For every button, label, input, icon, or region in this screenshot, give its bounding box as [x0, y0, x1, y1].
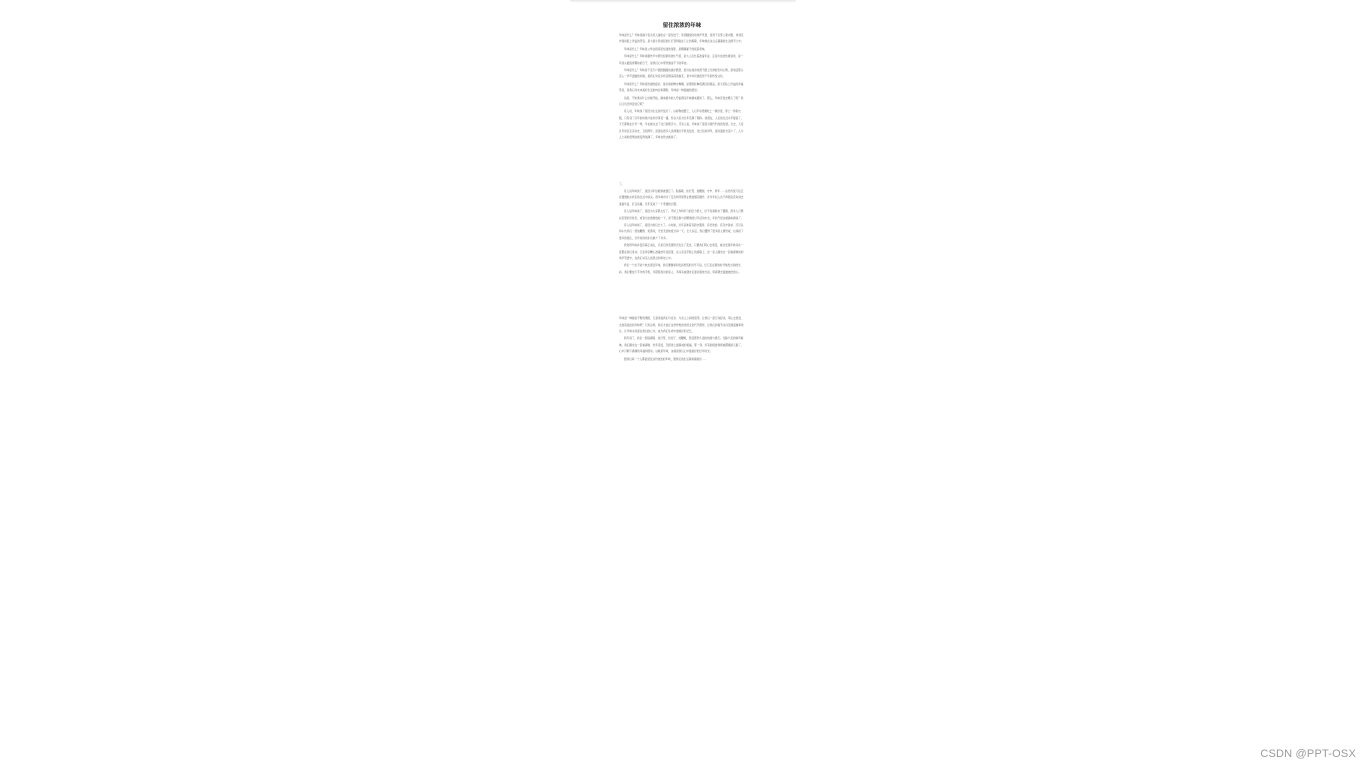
paragraph: 但是，不知道从什么时候开始，越来越多的人开始感叹年味越来越淡了。那么，年味究竟去哪儿了呢？我们又该怎样留住它呢？ [619, 96, 744, 107]
paragraph: 我们一个也不能少地去留住年味，我们要继承和发扬传统的过年习俗，让它们在新的时代焕发出新的光彩。我们要放下手中的手机，多陪陪身边的家人，多和亲戚朋友们面对面地交流，用真情去温暖彼此的心。 [619, 264, 741, 274]
paragraph: 年味是一种割舍不断的情感，它是连接我们与家乡、与亲人之间的纽带。让我们一起行动起来，用心去感受、去创造浓浓的年味吧！只有这样，我们才能让这份珍贵的传统文化代代相传，让我们的春节永远充满温暖和欢乐，让年味永远留在我们的心中，成为我们生命中最美好的记忆。 [619, 317, 744, 333]
page-2 [619, 182, 745, 277]
paragraph: 年味是什么？年味是除夕夜全家人围坐在一起包饺子、吃团圆饭时的欢声笑语，是孩子们穿上新衣服、拿到压岁钱时脸上洋溢的笑容，是大街小巷挂起的红灯笼和贴在门上的春联，年味就在这点点滴滴的生活细节之中。 [619, 34, 744, 44]
toolbar-shadow [570, 0, 796, 3]
watermark: CSDN @PPT-OSX [1260, 748, 1356, 760]
page-1 [619, 33, 745, 142]
paragraph: 新年到了，我们一起贴春联、挂灯笼、包饺子、放鞭炮，感受那份久违的热闹与喜庆。当除夕夜的钟声敲响，我们围坐在一起看春晚、吃年夜饭，互相送上最真诚的祝福，那一刻，所有的疲惫和烦恼都烟消云散了，心中只剩下满满的幸福和感动。这就是年味，这就是我们心中最美好的过年时光。 [619, 337, 744, 354]
paragraph: 了。 [619, 182, 625, 186]
paragraph: 年味是什么？年味是千家万户团团圆圆的美好愿望，是远在他乡的游子踏上归途的急切心情，是电话那头亲人一声声温暖的问候，是我们对家乡和亲情深深的眷恋，是中华民族流传千年的传统文化。 [619, 69, 744, 79]
paragraph: 年味是什么？年味是热闹的庙会，是好看的舞龙舞狮，是逛街时琳琅满目的商品，是大家脸上洋溢的幸福笑容，是我们对未来美好生活的向往和期盼，年味是一种温暖的感觉。 [619, 82, 744, 93]
document-title: 留住浓浓的年味 [662, 23, 702, 29]
paragraph: 年味是什么？年味是父母在厨房里忙碌的身影，是飘满屋子的饭菜香味。 [624, 47, 707, 51]
page-3 [619, 316, 745, 363]
document [619, 22, 745, 364]
paragraph: 有人说，年味淡了是因为生活条件变好了。以前物质匮乏，人们平时很难吃上一顿好饭、穿上一件新衣服，只有到了过年的时候才能好好享受一番，所以大家对过年充满了期待。而现在，人们的生活水平提高了，天天都像在过年一样，年也就失去了往日的吸引力。还有人说，年味淡了是因为现代科技的发展。过去，大家过年时会走亲访友、互相拜年，而现在很多人选择通过手机发信息、发红包来拜年，面对面的交流少了，人与人之间的感情也就变得淡薄了，年味自然也就淡了。 [619, 110, 744, 140]
paragraph: 有人说年味淡了，是因为我们长大了。小时候，过年意味着有新衣服穿、有好吃的、有压岁钱拿，还可以和小伙伴们一起放鞭炮、玩游戏，无忧无虑地度过每一天。长大以后，我们懂得了更多的人情世故，也承担了更多的责任，过年时的快乐也就少了许多。 [619, 223, 744, 240]
paragraph: 有人说年味淡了，是因为大家都太忙了。平时工作和学习的压力很大，好不容易盼来了假期，很多人只想在家里好好休息，或者出去旅游放松一下，而不愿意参与到繁琐的过年活动中去，年的气氛也就越来越淡了。 [619, 210, 744, 220]
paragraph: 年味是什么？年味是爆竹声中辞旧迎新的欢乐气氛，是大人们忙着准备年货、走亲访友的热闹景象，是一年到头最值得期待的日子，是我们心中那份割舍不下的牵挂。 [619, 55, 744, 65]
paragraph: 我觉得年味并没有真正消失，只是它的表现形式发生了变化。只要我们用心去感受，就会发现年味其实一直都在我们身边。它在母亲精心准备的年夜饭里，在父亲亲手贴上的春联上，在一家人围坐在一起看春晚时的欢声笑语中，在我们对亲人的思念和牵挂之中。 [619, 244, 744, 260]
paragraph: 愿我们每一个人都能留住这份浓浓的年味，愿我们的生活越来越美好…… [624, 357, 707, 361]
paragraph: 有人说年味淡了，是因为年俗渐渐被遗忘了。贴春联、挂灯笼、放鞭炮、守岁、拜年……这些传统习俗正在慢慢地从我们的生活中消失。很多城市为了安全和环保禁止燃放烟花爆竹，许多年轻人也不再愿意花时间去准备年货、打扫房屋，过年变成了一个普通的长假。 [619, 189, 744, 206]
